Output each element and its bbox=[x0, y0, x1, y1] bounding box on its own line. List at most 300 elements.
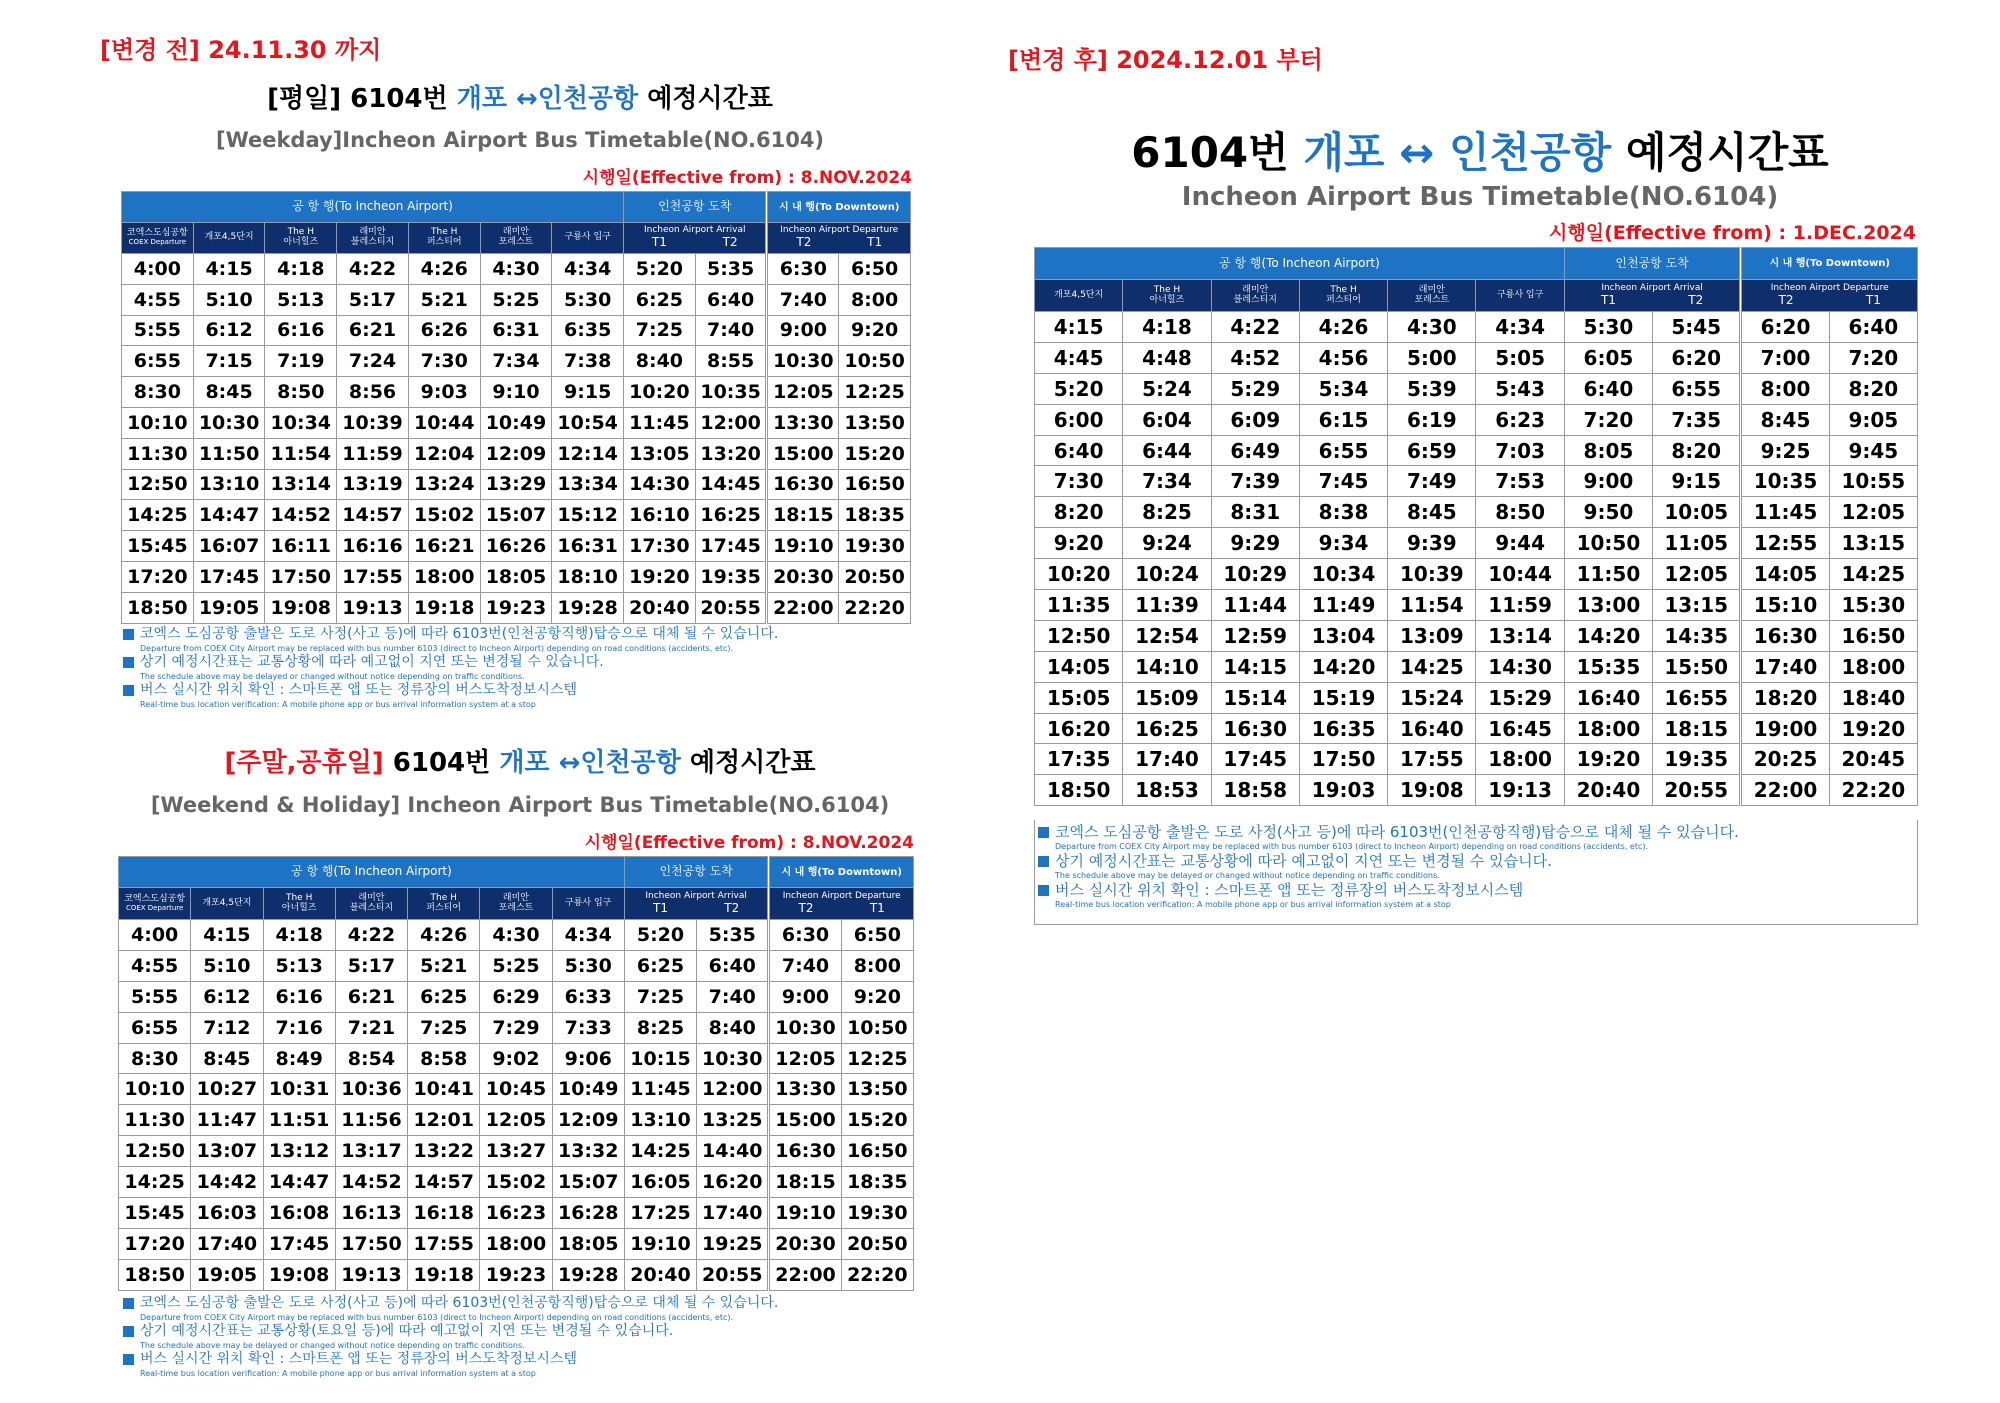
terminal-t2: T2 bbox=[1778, 292, 1794, 307]
time-cell: 19:28 bbox=[552, 1259, 624, 1290]
time-cell: 17:50 bbox=[335, 1228, 407, 1259]
time-cell: 19:05 bbox=[191, 1259, 263, 1290]
bullet-square-icon bbox=[123, 629, 134, 640]
stop-name-line2: 블레스티지 bbox=[1233, 294, 1277, 305]
stop-header bbox=[122, 223, 194, 254]
time-cell: 17:45 bbox=[695, 531, 767, 562]
time-cell: 5:10 bbox=[193, 284, 265, 315]
stop-name: The H bbox=[287, 227, 314, 238]
time-cell: 10:10 bbox=[119, 1074, 191, 1105]
time-cell: 17:20 bbox=[122, 561, 194, 592]
time-cell: 15:20 bbox=[839, 438, 911, 469]
time-cell: 19:20 bbox=[1564, 744, 1652, 775]
time-cell: 6:40 bbox=[697, 950, 769, 981]
time-cell: 14:05 bbox=[1035, 651, 1123, 682]
time-cell: 11:54 bbox=[1388, 590, 1476, 621]
time-cell: 10:34 bbox=[265, 407, 337, 438]
stop-name: The H bbox=[1330, 284, 1357, 295]
time-cell: 12:00 bbox=[695, 407, 767, 438]
stop-name: 구룡사 입구 bbox=[565, 897, 612, 908]
time-cell: 22:00 bbox=[1741, 775, 1829, 806]
time-cell: 16:31 bbox=[552, 531, 624, 562]
time-cell: 12:59 bbox=[1211, 620, 1299, 651]
time-cell: 4:30 bbox=[480, 920, 552, 951]
time-cell: 22:20 bbox=[839, 592, 911, 623]
time-cell: 9:20 bbox=[841, 981, 913, 1012]
table-row bbox=[122, 561, 911, 592]
stop-name-line2: 아너힐즈 bbox=[1149, 294, 1185, 305]
time-cell: 4:26 bbox=[1299, 312, 1387, 343]
stop-name-line2: 아너힐즈 bbox=[281, 902, 317, 913]
time-cell: 14:05 bbox=[1741, 559, 1829, 590]
stop-header bbox=[552, 223, 624, 254]
time-cell: 8:55 bbox=[695, 346, 767, 377]
time-cell: 18:00 bbox=[480, 1228, 552, 1259]
time-cell: 19:13 bbox=[335, 1259, 407, 1290]
time-cell: 4:18 bbox=[265, 254, 337, 285]
stop-header bbox=[480, 888, 552, 920]
time-cell: 9:34 bbox=[1299, 528, 1387, 559]
time-cell: 11:30 bbox=[122, 438, 194, 469]
arrival-sub-label: Incheon Airport Arrival bbox=[643, 225, 746, 236]
table-row bbox=[122, 284, 911, 315]
time-cell: 19:13 bbox=[1476, 775, 1564, 806]
time-cell: 19:18 bbox=[408, 1259, 480, 1290]
table-row bbox=[122, 469, 911, 500]
stop-name: The H bbox=[1153, 284, 1181, 295]
note-en: Departure from COEX City Airport may be replaced with bus number 6103 (direct to Incheon Airport) depending on road conditions (accidents, etc). bbox=[140, 644, 734, 653]
time-cell: 13:15 bbox=[1653, 590, 1741, 621]
time-cell: 9:25 bbox=[1741, 435, 1829, 466]
time-cell: 15:02 bbox=[408, 500, 480, 531]
time-cell: 6:20 bbox=[1741, 312, 1829, 343]
time-cell: 9:15 bbox=[1653, 466, 1741, 497]
time-cell: 6:21 bbox=[335, 981, 407, 1012]
time-cell: 20:55 bbox=[697, 1259, 769, 1290]
time-cell: 12:01 bbox=[408, 1105, 480, 1136]
time-cell: 6:40 bbox=[1035, 435, 1123, 466]
stop-header bbox=[119, 888, 191, 920]
time-cell: 8:38 bbox=[1299, 497, 1387, 528]
time-cell: 8:49 bbox=[263, 1043, 335, 1074]
time-cell: 14:40 bbox=[697, 1136, 769, 1167]
time-cell: 19:05 bbox=[193, 592, 265, 623]
table-row bbox=[119, 1259, 914, 1290]
time-cell: 7:33 bbox=[552, 1012, 624, 1043]
time-cell: 20:40 bbox=[1564, 775, 1652, 806]
time-cell: 16:13 bbox=[335, 1198, 407, 1229]
time-cell: 6:31 bbox=[480, 315, 552, 346]
time-cell: 15:29 bbox=[1476, 682, 1564, 713]
stop-header bbox=[1476, 280, 1564, 312]
time-cell: 13:19 bbox=[337, 469, 409, 500]
time-cell: 18:00 bbox=[408, 561, 480, 592]
time-cell: 4:18 bbox=[263, 920, 335, 951]
time-cell: 9:29 bbox=[1211, 528, 1299, 559]
terminal-t2: T2 bbox=[722, 235, 738, 250]
time-cell: 20:50 bbox=[841, 1228, 913, 1259]
header-arrival: 인천공항 도착 bbox=[1564, 248, 1741, 280]
time-cell: 19:10 bbox=[624, 1228, 696, 1259]
time-cell: 9:00 bbox=[767, 315, 839, 346]
time-cell: 7:21 bbox=[335, 1012, 407, 1043]
time-cell: 16:18 bbox=[408, 1198, 480, 1229]
time-cell: 6:16 bbox=[263, 981, 335, 1012]
table-row bbox=[119, 1043, 914, 1074]
terminal-t2: T2 bbox=[724, 900, 740, 915]
time-cell: 7:38 bbox=[552, 346, 624, 377]
stop-header bbox=[193, 223, 265, 254]
header-to-airport: 공 항 행(To Incheon Airport) bbox=[122, 192, 624, 223]
time-cell: 6:35 bbox=[552, 315, 624, 346]
table-row bbox=[119, 920, 914, 951]
table-row bbox=[1035, 620, 1918, 651]
time-cell: 13:10 bbox=[193, 469, 265, 500]
time-cell: 10:35 bbox=[1741, 466, 1829, 497]
time-cell: 11:50 bbox=[193, 438, 265, 469]
stop-name: 래미안 bbox=[1418, 284, 1445, 295]
time-cell: 4:34 bbox=[552, 920, 624, 951]
stop-header bbox=[408, 888, 480, 920]
table-row bbox=[122, 592, 911, 623]
stop-name: 래미안 bbox=[502, 227, 529, 238]
terminal-t1: T1 bbox=[653, 900, 668, 915]
table-row bbox=[119, 1228, 914, 1259]
table-row bbox=[1035, 559, 1918, 590]
terminal-labels bbox=[770, 902, 913, 915]
after-effective-date: 시행일(Effective from) : 1.DEC.2024 bbox=[1549, 222, 1916, 244]
stop-name-line2: 블레스티지 bbox=[350, 237, 395, 247]
note-en: Real-time bus location verification: A mobile phone app or bus arrival information system at a stop bbox=[140, 1369, 536, 1378]
time-cell: 8:54 bbox=[335, 1043, 407, 1074]
table-row bbox=[1035, 590, 1918, 621]
table-row bbox=[1035, 497, 1918, 528]
time-cell: 5:24 bbox=[1123, 373, 1211, 404]
time-cell: 19:23 bbox=[480, 1259, 552, 1290]
terminal-t1: T1 bbox=[1600, 292, 1616, 307]
time-cell: 8:45 bbox=[1741, 404, 1829, 435]
departure-sub-header bbox=[1741, 280, 1918, 312]
terminal-labels bbox=[768, 236, 910, 249]
time-cell: 5:20 bbox=[1035, 373, 1123, 404]
time-cell: 13:30 bbox=[769, 1074, 841, 1105]
time-cell: 11:45 bbox=[1741, 497, 1829, 528]
time-cell: 22:00 bbox=[769, 1259, 841, 1290]
time-cell: 16:50 bbox=[839, 469, 911, 500]
time-cell: 17:40 bbox=[191, 1228, 263, 1259]
time-cell: 12:09 bbox=[480, 438, 552, 469]
time-cell: 10:34 bbox=[1299, 559, 1387, 590]
stop-name: 구룡사 입구 bbox=[564, 232, 611, 243]
time-cell: 15:24 bbox=[1388, 682, 1476, 713]
time-cell: 16:50 bbox=[1829, 620, 1917, 651]
time-cell: 5:00 bbox=[1388, 342, 1476, 373]
time-cell: 20:40 bbox=[624, 1259, 696, 1290]
time-cell: 4:00 bbox=[119, 920, 191, 951]
after-notes-frame bbox=[1034, 820, 1918, 925]
time-cell: 14:25 bbox=[122, 500, 194, 531]
time-cell: 10:55 bbox=[1829, 466, 1917, 497]
time-cell: 10:20 bbox=[1035, 559, 1123, 590]
time-cell: 18:15 bbox=[767, 500, 839, 531]
time-cell: 11:30 bbox=[119, 1105, 191, 1136]
time-cell: 15:09 bbox=[1123, 682, 1211, 713]
time-cell: 12:50 bbox=[122, 469, 194, 500]
time-cell: 7:53 bbox=[1476, 466, 1564, 497]
time-cell: 7:35 bbox=[1653, 404, 1741, 435]
time-cell: 4:26 bbox=[408, 254, 480, 285]
time-cell: 10:39 bbox=[1388, 559, 1476, 590]
time-cell: 10:30 bbox=[193, 407, 265, 438]
time-cell: 14:35 bbox=[1653, 620, 1741, 651]
time-cell: 5:55 bbox=[119, 981, 191, 1012]
time-cell: 4:26 bbox=[408, 920, 480, 951]
time-cell: 12:05 bbox=[767, 377, 839, 408]
time-cell: 18:00 bbox=[1564, 713, 1652, 744]
stop-name-line2: 퍼스티어 bbox=[1326, 294, 1361, 305]
time-cell: 13:25 bbox=[697, 1105, 769, 1136]
table-row bbox=[1035, 775, 1918, 806]
time-cell: 13:00 bbox=[1564, 590, 1652, 621]
time-cell: 14:15 bbox=[1211, 651, 1299, 682]
arrival-sub-header bbox=[624, 223, 767, 254]
time-cell: 17:40 bbox=[1741, 651, 1829, 682]
note-text bbox=[123, 1351, 778, 1368]
time-cell: 13:09 bbox=[1388, 620, 1476, 651]
stop-name-line2: 아너힐즈 bbox=[283, 237, 319, 247]
time-cell: 7:40 bbox=[767, 284, 839, 315]
time-cell: 17:20 bbox=[119, 1228, 191, 1259]
note-ko: 상기 예정시간표는 교통상황(토요일 등)에 따라 예고없이 지연 또는 변경될 수 있습니다. bbox=[140, 1323, 674, 1339]
time-cell: 16:08 bbox=[263, 1198, 335, 1229]
time-cell: 8:25 bbox=[624, 1012, 696, 1043]
time-cell: 22:20 bbox=[841, 1259, 913, 1290]
time-cell: 12:00 bbox=[697, 1074, 769, 1105]
time-cell: 7:03 bbox=[1476, 435, 1564, 466]
time-cell: 11:45 bbox=[624, 1074, 696, 1105]
stop-name-line2: 퍼스티어 bbox=[426, 902, 462, 913]
time-cell: 6:12 bbox=[191, 981, 263, 1012]
time-cell: 20:30 bbox=[769, 1228, 841, 1259]
time-cell: 17:35 bbox=[1035, 744, 1123, 775]
time-cell: 16:21 bbox=[408, 531, 480, 562]
time-cell: 12:50 bbox=[1035, 620, 1123, 651]
time-cell: 6:30 bbox=[767, 254, 839, 285]
time-cell: 14:52 bbox=[335, 1167, 407, 1198]
note-en: The schedule above may be delayed or changed without notice depending on traffic conditions. bbox=[140, 1341, 525, 1350]
time-cell: 5:13 bbox=[263, 950, 335, 981]
time-cell: 17:25 bbox=[624, 1198, 696, 1229]
note-ko: 버스 실시간 위치 확인 : 스마트폰 앱 또는 정류장의 버스도착정보시스템 bbox=[1055, 881, 1524, 899]
stop-name: 개포4,5단지 bbox=[1054, 289, 1104, 300]
time-cell: 19:10 bbox=[767, 531, 839, 562]
time-cell: 6:25 bbox=[408, 981, 480, 1012]
time-cell: 15:00 bbox=[767, 438, 839, 469]
terminal-labels bbox=[1742, 294, 1917, 307]
arrival-sub-label: Incheon Airport Arrival bbox=[645, 890, 747, 901]
time-cell: 18:05 bbox=[552, 1228, 624, 1259]
stop-header bbox=[191, 888, 263, 920]
time-cell: 19:18 bbox=[408, 592, 480, 623]
time-cell: 11:44 bbox=[1211, 590, 1299, 621]
time-cell: 7:40 bbox=[769, 950, 841, 981]
time-cell: 7:19 bbox=[265, 346, 337, 377]
table-row bbox=[119, 1136, 914, 1167]
time-cell: 8:40 bbox=[697, 1012, 769, 1043]
time-cell: 18:05 bbox=[480, 561, 552, 592]
time-cell: 5:13 bbox=[265, 284, 337, 315]
time-cell: 16:55 bbox=[1653, 682, 1741, 713]
time-cell: 5:20 bbox=[624, 254, 696, 285]
time-cell: 17:50 bbox=[265, 561, 337, 592]
time-cell: 22:20 bbox=[1829, 775, 1917, 806]
time-cell: 15:02 bbox=[480, 1167, 552, 1198]
time-cell: 5:30 bbox=[552, 284, 624, 315]
time-cell: 7:40 bbox=[695, 315, 767, 346]
time-cell: 15:14 bbox=[1211, 682, 1299, 713]
time-cell: 15:45 bbox=[122, 531, 194, 562]
terminal-labels bbox=[624, 236, 765, 249]
time-cell: 4:45 bbox=[1035, 342, 1123, 373]
time-cell: 9:06 bbox=[552, 1043, 624, 1074]
time-cell: 15:45 bbox=[119, 1198, 191, 1229]
header-downtown: 시 내 행(To Downtown) bbox=[767, 192, 911, 223]
time-cell: 10:10 bbox=[122, 407, 194, 438]
table-row bbox=[1035, 312, 1918, 343]
table-row bbox=[1035, 744, 1918, 775]
time-cell: 9:15 bbox=[552, 377, 624, 408]
time-cell: 13:14 bbox=[1476, 620, 1564, 651]
time-cell: 10:45 bbox=[480, 1074, 552, 1105]
time-cell: 5:45 bbox=[1653, 312, 1741, 343]
time-cell: 19:00 bbox=[1741, 713, 1829, 744]
time-cell: 9:10 bbox=[480, 377, 552, 408]
header-arrival: 인천공항 도착 bbox=[624, 192, 767, 223]
time-cell: 18:00 bbox=[1829, 651, 1917, 682]
time-cell: 20:55 bbox=[695, 592, 767, 623]
time-cell: 6:55 bbox=[122, 346, 194, 377]
time-cell: 17:45 bbox=[193, 561, 265, 592]
time-cell: 17:45 bbox=[263, 1228, 335, 1259]
time-cell: 16:20 bbox=[697, 1167, 769, 1198]
time-cell: 13:15 bbox=[1829, 528, 1917, 559]
time-cell: 15:12 bbox=[552, 500, 624, 531]
time-cell: 5:34 bbox=[1299, 373, 1387, 404]
stop-name-en: COEX Departure bbox=[128, 238, 187, 247]
stop-header bbox=[552, 888, 624, 920]
time-cell: 8:00 bbox=[1741, 373, 1829, 404]
time-cell: 16:28 bbox=[552, 1198, 624, 1229]
time-cell: 11:59 bbox=[337, 438, 409, 469]
time-cell: 4:15 bbox=[193, 254, 265, 285]
table-row bbox=[122, 346, 911, 377]
stop-header bbox=[335, 888, 407, 920]
time-cell: 19:30 bbox=[839, 531, 911, 562]
time-cell: 19:25 bbox=[697, 1228, 769, 1259]
terminal-t2: T2 bbox=[798, 900, 814, 915]
time-cell: 16:10 bbox=[624, 500, 696, 531]
time-cell: 13:27 bbox=[480, 1136, 552, 1167]
stop-header bbox=[1211, 280, 1299, 312]
time-cell: 8:45 bbox=[1388, 497, 1476, 528]
time-cell: 18:50 bbox=[1035, 775, 1123, 806]
time-cell: 10:20 bbox=[624, 377, 696, 408]
time-cell: 6:19 bbox=[1388, 404, 1476, 435]
table-row bbox=[1035, 373, 1918, 404]
note-en: The schedule above may be delayed or changed without notice depending on traffic conditions. bbox=[1055, 871, 1440, 880]
time-cell: 16:05 bbox=[624, 1167, 696, 1198]
table-row bbox=[122, 377, 911, 408]
time-cell: 19:08 bbox=[263, 1259, 335, 1290]
time-cell: 13:07 bbox=[191, 1136, 263, 1167]
time-cell: 19:20 bbox=[1829, 713, 1917, 744]
terminal-t1: T1 bbox=[867, 235, 883, 250]
time-cell: 13:04 bbox=[1299, 620, 1387, 651]
time-cell: 10:39 bbox=[337, 407, 409, 438]
stop-name: 코엑스도심공항 bbox=[124, 893, 186, 904]
table-row bbox=[1035, 528, 1918, 559]
time-cell: 13:14 bbox=[265, 469, 337, 500]
time-cell: 12:54 bbox=[1123, 620, 1211, 651]
note-text bbox=[123, 654, 778, 671]
time-cell: 10:49 bbox=[552, 1074, 624, 1105]
time-cell: 6:12 bbox=[193, 315, 265, 346]
time-cell: 16:07 bbox=[193, 531, 265, 562]
time-cell: 6:55 bbox=[1299, 435, 1387, 466]
table-row bbox=[119, 981, 914, 1012]
time-cell: 5:20 bbox=[624, 920, 696, 951]
time-cell: 15:00 bbox=[769, 1105, 841, 1136]
time-cell: 19:35 bbox=[695, 561, 767, 592]
time-cell: 8:58 bbox=[408, 1043, 480, 1074]
stop-name-line2: 포레스트 bbox=[1414, 294, 1450, 305]
time-cell: 7:34 bbox=[480, 346, 552, 377]
time-cell: 6:25 bbox=[624, 284, 696, 315]
table-row bbox=[1035, 404, 1918, 435]
header-downtown: 시 내 행(To Downtown) bbox=[769, 857, 914, 888]
time-cell: 4:48 bbox=[1123, 342, 1211, 373]
time-cell: 12:05 bbox=[769, 1043, 841, 1074]
terminal-t2: T2 bbox=[1688, 292, 1704, 307]
time-cell: 9:00 bbox=[1564, 466, 1652, 497]
time-cell: 5:17 bbox=[337, 284, 409, 315]
time-cell: 8:45 bbox=[191, 1043, 263, 1074]
terminal-t1: T1 bbox=[869, 900, 885, 915]
time-cell: 17:40 bbox=[697, 1198, 769, 1229]
note-ko: 코엑스 도심공항 출발은 도로 사정(사고 등)에 따라 6103번(인천공항직행)탑승으로 대체 될 수 있습니다. bbox=[140, 626, 779, 642]
table-row bbox=[1035, 435, 1918, 466]
time-cell: 18:15 bbox=[769, 1167, 841, 1198]
time-cell: 7:25 bbox=[624, 315, 696, 346]
time-cell: 16:16 bbox=[337, 531, 409, 562]
table-row bbox=[122, 254, 911, 285]
time-cell: 16:23 bbox=[480, 1198, 552, 1229]
bullet-square-icon bbox=[123, 1298, 134, 1309]
time-cell: 15:05 bbox=[1035, 682, 1123, 713]
note-ko: 상기 예정시간표는 교통상황에 따라 예고없이 지연 또는 변경될 수 있습니다. bbox=[140, 654, 604, 670]
header-to-airport: 공 항 행(To Incheon Airport) bbox=[119, 857, 625, 888]
time-cell: 11:54 bbox=[265, 438, 337, 469]
header-downtown: 시 내 행(To Downtown) bbox=[1741, 248, 1918, 280]
time-cell: 14:30 bbox=[1476, 651, 1564, 682]
table-row bbox=[119, 1074, 914, 1105]
stop-name: 래미안 bbox=[359, 227, 386, 238]
stop-name-line2: 블레스티지 bbox=[349, 902, 394, 913]
time-cell: 16:30 bbox=[1741, 620, 1829, 651]
arrival-sub-header bbox=[1564, 280, 1741, 312]
terminal-t2: T2 bbox=[796, 235, 812, 250]
time-cell: 10:54 bbox=[552, 407, 624, 438]
